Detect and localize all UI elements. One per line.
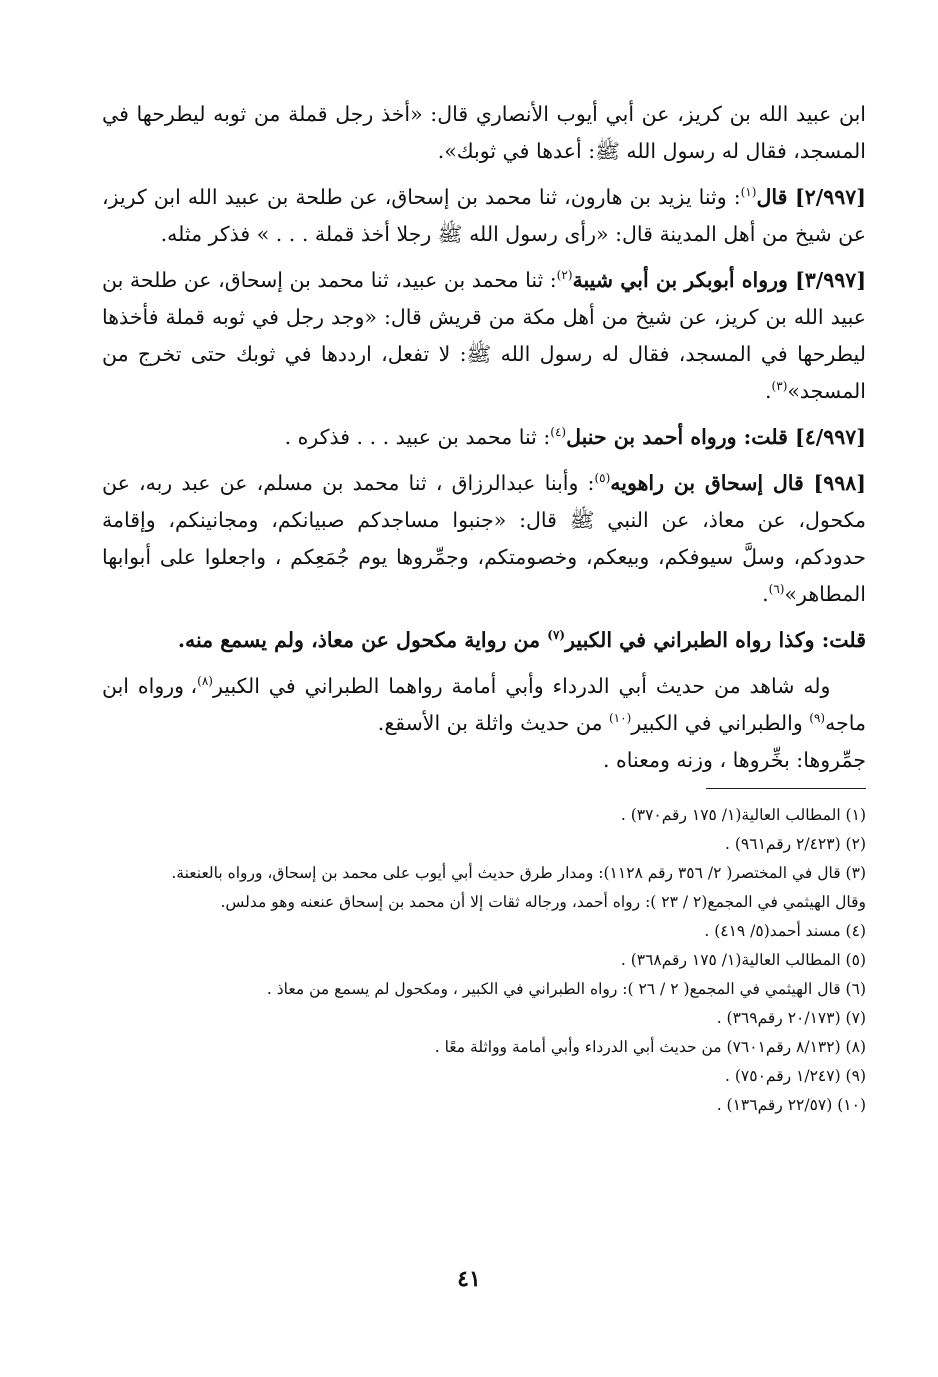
footnote-ref: (٨) [197, 674, 213, 689]
footnotes [102, 801, 866, 1120]
footnote-5: (٥) المطالب العالية(١/ ١٧٥ رقم٣٦٨) . [620, 951, 866, 969]
paragraph-text: : ثنا محمد بن عبيد، ثنا محمد بن إسحاق، عن طلحة بن عبيد الله بن كريز، عن شيخ من أهل مكة من قريش قال: «وجد رجل في ثوبه قملة فأخذها ليطرحها في المسجد، فقال له رسول الله ﷺ: لا تفعل، ارددها في ثوبك حتى تخرج من المسجد» [102, 268, 866, 403]
footnote-ref: (٢) [556, 268, 573, 283]
paragraph-text: والطبراني في الكبير [631, 711, 810, 735]
paragraph-1 [102, 96, 866, 170]
paragraph-end: . [762, 582, 769, 606]
footnote-ref: (١٠) [608, 711, 632, 726]
footnote-1: (١) المطالب العالية(١/ ١٧٥ رقم٣٧٠) . [620, 806, 866, 824]
footnote-ref: (٤) [550, 425, 567, 440]
paragraph-text: من رواية مكحول عن معاذ، ولم يسمع منه. [177, 628, 548, 652]
paragraph-8 [102, 742, 866, 779]
footnote-9: (٩) (١/٢٤٧ رقم٧٥٠) . [725, 1067, 866, 1085]
footnote-ref: (٥) [594, 471, 611, 486]
paragraph-text: وله شاهد من حديث أبي الدرداء وأبي أمامة رواهما الطبراني في الكبير [212, 674, 831, 698]
paragraph-text: : وثنا يزيد بن هارون، ثنا محمد بن إسحاق، عن طلحة بن عبيد الله ابن كريز، عن شيخ من أهل المدينة قال: «رأى رسول الله ﷺ رجلا أخذ قملة . . . » فذكر مثله. [102, 185, 866, 246]
hadith-label: قلت: وكذا رواه الطبراني في الكبير [565, 628, 866, 652]
page-number: ٤١ [457, 1266, 481, 1292]
paragraph-text: جمِّروها: بخِّروها ، وزنه ومعناه . [602, 748, 866, 772]
paragraph-2 [102, 179, 866, 253]
hadith-label: [٣/٩٩٧] ورواه أبوبكر بن أبي شيبة [572, 268, 867, 292]
footnote-8: (٨) (٨/١٣٢ رقم٧٦٠١) من حديث أبي الدرداء وأبي أمامة وواثلة معًا . [434, 1038, 866, 1056]
paragraph-end: من حديث واثلة بن الأسقع. [377, 711, 609, 735]
paragraph-5 [102, 465, 866, 613]
paragraph-text: ، ورواه ابن ماجه [102, 674, 866, 735]
footnote-4: (٤) مسند أحمد(٥/ ٤١٩) . [704, 922, 866, 940]
footnote-10: (١٠) (٢٢/٥٧ رقم١٣٦) . [716, 1096, 866, 1114]
paragraph-text: ابن عبيد الله بن كريز، عن أبي أيوب الأنصاري قال: «أخذ رجل قملة من ثوبه ليطرحها في المسجد، فقال له رسول الله ﷺ: أعدها في ثوبك». [102, 102, 866, 163]
main-text [102, 96, 866, 779]
footnote-7: (٧) (٢٠/١٧٣ رقم٣٦٩) . [716, 1009, 866, 1027]
paragraph-3 [102, 262, 866, 410]
hadith-label: [٤/٩٩٧] قلت: ورواه أحمد بن حنبل [566, 425, 866, 449]
footnote-2: (٢) (٢/٤٢٣ رقم٩٦١) . [725, 835, 866, 853]
paragraph-text: : ثنا محمد بن عبيد . . . فذكره . [284, 425, 551, 449]
paragraph-end: . [765, 379, 772, 403]
footnote-ref: (٦) [768, 582, 785, 597]
footnote-divider [706, 788, 866, 789]
paragraph-7 [102, 668, 866, 742]
paragraph-6 [102, 622, 866, 659]
footnote-ref: (٩) [809, 711, 826, 726]
paragraph-text: : وأبنا عبدالرزاق ، ثنا محمد بن مسلم، عن عبد ربه، عن مكحول، عن معاذ، عن النبي ﷺ قال: «جنبوا مساجدكم صبيانكم، ومجانينكم، وإقامة حدودكم، وسلَّ سيوفكم، وبيعكم، وخصومتكم، وجمِّروها يوم جُمَعِكم ، واجعلوا على أبوابها المطاهر» [102, 471, 866, 606]
footnote-6: (٦) قال الهيثمي في المجمع( ٢ / ٢٦ ): رواه الطبراني في الكبير ، ومكحول لم يسمع من معاذ . [266, 980, 866, 998]
paragraph-4 [102, 419, 866, 456]
footnote-ref: (١) [740, 185, 757, 200]
hadith-label: [٢/٩٩٧] قال [756, 185, 866, 209]
footnote-3: (٣) قال في المختصر( ٢/ ٣٥٦ رقم ١١٢٨): ومدار طرق حديث أبي أيوب على محمد بن إسحاق، ورواه بالعنعنة. [171, 864, 866, 882]
footnote-ref: (٧) [547, 628, 566, 643]
hadith-label: [٩٩٨] قال إسحاق بن راهويه [610, 471, 866, 495]
footnote-3-continued: وقال الهيثمي في المجمع(٢ / ٢٣ ): رواه أحمد، ورجاله ثقات إلا أن محمد بن إسحاق عنعنه وهو مدلس. [220, 893, 866, 911]
footnote-ref: (٣) [771, 379, 788, 394]
